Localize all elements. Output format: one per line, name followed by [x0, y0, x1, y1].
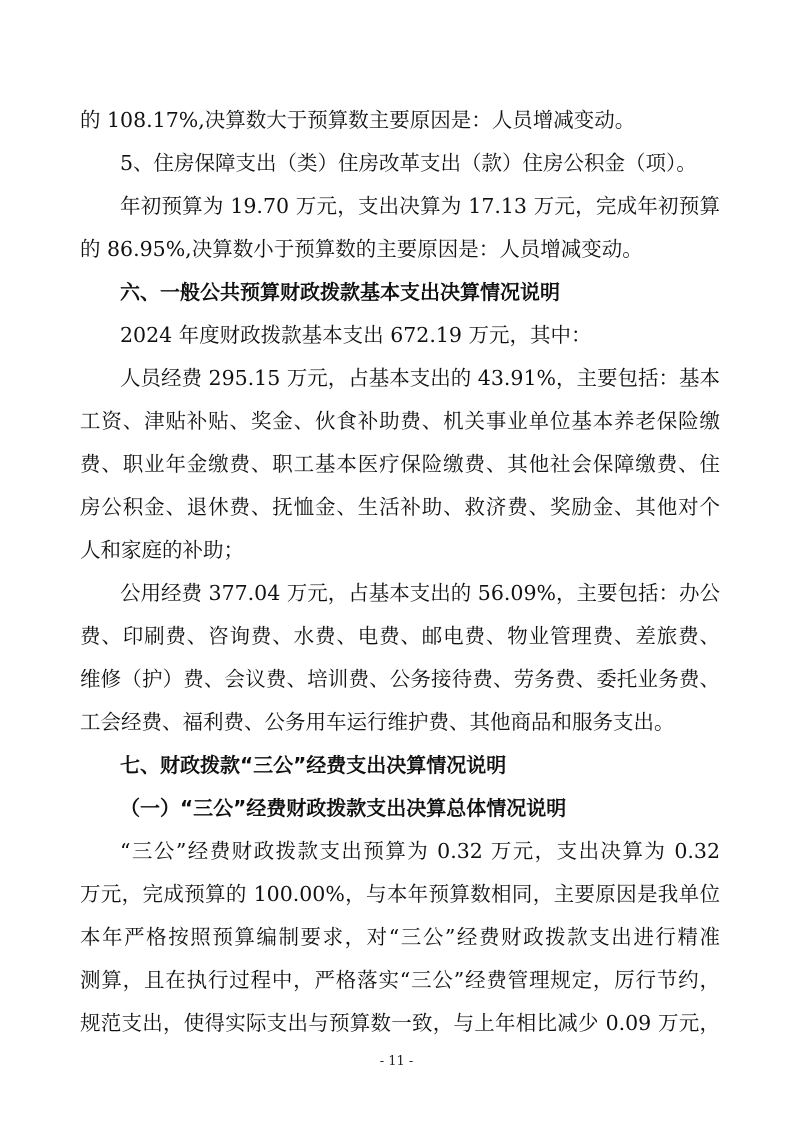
- body-text-line: 费、印刷费、咨询费、水费、电费、邮电费、物业管理费、差旅费、: [80, 624, 720, 648]
- body-text-line: 公用经费 377.04 万元，占基本支出的 56.09%，主要包括：办公: [120, 581, 720, 605]
- body-text-line: 工资、津贴补贴、奖金、伙食补助费、机关事业单位基本养老保险缴: [80, 409, 720, 433]
- subsection-heading: （一）“三公”经费财政拨款支出决算总体情况说明: [120, 796, 567, 820]
- body-text-line: 规范支出，使得实际支出与预算数一致，与上年相比减少 0.09 万元，: [80, 1011, 720, 1035]
- body-text-line: 费、职业年金缴费、职工基本医疗保险缴费、其他社会保障缴费、住: [80, 452, 720, 476]
- body-text-line: 万元，完成预算的 100.00%，与本年预算数相同，主要原因是我单位: [80, 882, 720, 906]
- body-text-line: 的 86.95%,决算数小于预算数的主要原因是：人员增减变动。: [80, 237, 643, 261]
- body-text-line: 5、住房保障支出（类）住房改革支出（款）住房公积金（项）。: [120, 151, 697, 175]
- body-text-line: 人和家庭的补助；: [80, 538, 244, 562]
- section-heading: 七、财政拨款“三公”经费支出决算情况说明: [120, 753, 507, 777]
- body-text-line: 人员经费 295.15 万元，占基本支出的 43.91%，主要包括：基本: [120, 366, 720, 390]
- body-text-line: 的 108.17%,决算数大于预算数主要原因是：人员增减变动。: [80, 108, 636, 132]
- section-heading: 六、一般公共预算财政拨款基本支出决算情况说明: [120, 280, 560, 304]
- body-text-line: 房公积金、退休费、抚恤金、生活补助、救济费、奖励金、其他对个: [80, 495, 720, 519]
- body-text-line: 年初预算为 19.70 万元，支出决算为 17.13 万元，完成年初预算: [120, 194, 720, 218]
- page-number: - 11 -: [379, 1054, 414, 1069]
- body-text-line: “三公”经费财政拨款支出预算为 0.32 万元，支出决算为 0.32: [120, 839, 720, 863]
- body-text-line: 本年严格按照预算编制要求，对“三公”经费财政拨款支出进行精准: [80, 925, 720, 949]
- body-text-line: 工会经费、福利费、公务用车运行维护费、其他商品和服务支出。: [80, 710, 675, 734]
- body-text-line: 2024 年度财政拨款基本支出 672.19 万元，其中：: [120, 323, 592, 347]
- body-text-line: 维修（护）费、会议费、培训费、公务接待费、劳务费、委托业务费、: [80, 667, 720, 691]
- body-text-line: 测算，且在执行过程中，严格落实“三公”经费管理规定，厉行节约，: [80, 968, 720, 992]
